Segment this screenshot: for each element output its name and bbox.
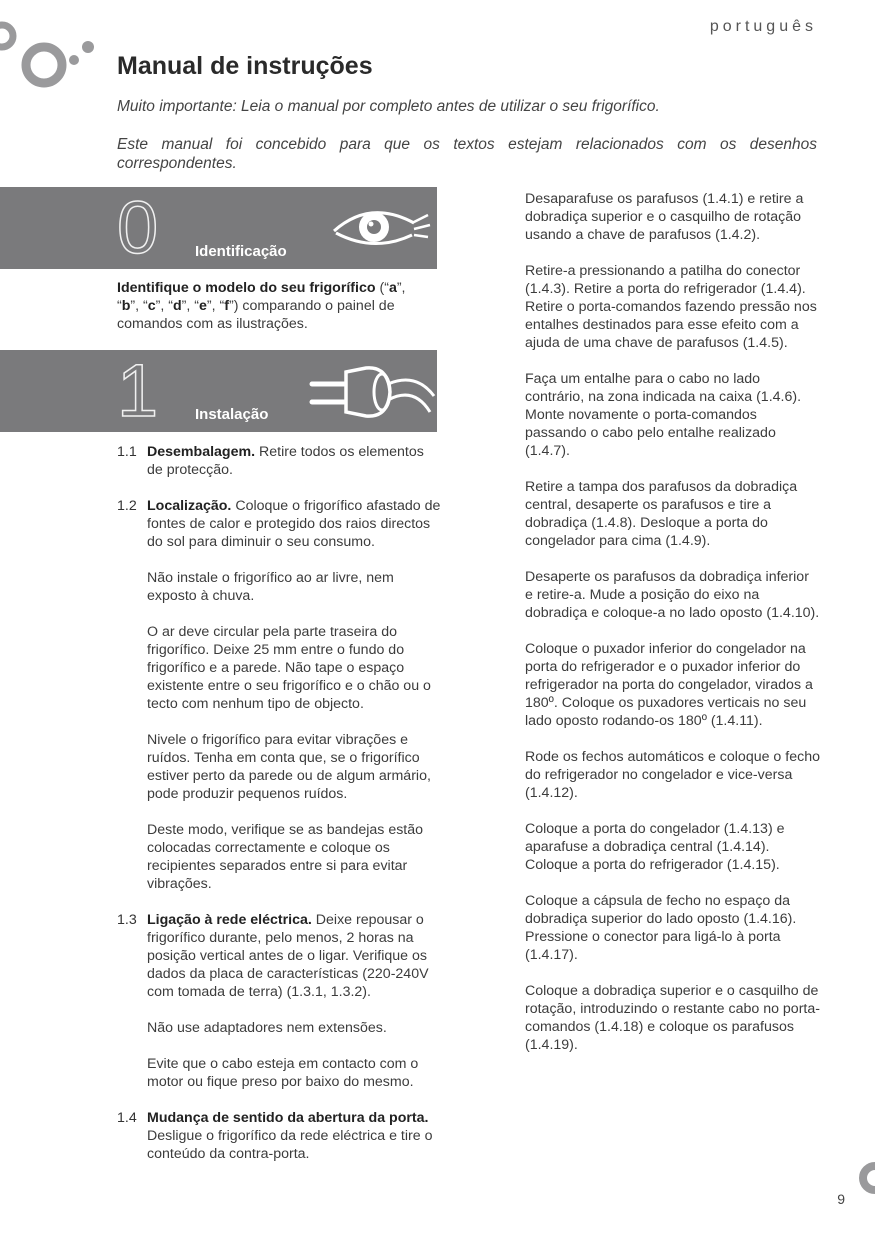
plug-icon	[308, 362, 436, 424]
step-paragraph: Coloque a dobradiça superior e o casquilho de rotação, introduzindo o restante cabo no porta-comandos (1.4.18) e coloque os parafusos (1.4.19).	[525, 983, 820, 1053]
door-reversal-steps	[525, 190, 820, 1072]
section-1-number: 1	[117, 349, 159, 432]
item-number: 1.3	[117, 912, 137, 928]
section-0-label: Identificação	[195, 243, 287, 260]
item-heading: Mudança de sentido da abertura da porta.	[147, 1110, 429, 1126]
model-d: d	[172, 298, 182, 314]
item-number: 1.2	[117, 498, 137, 514]
list-paragraph: Nivele o frigorífico para evitar vibrações e ruídos. Tenha em conta que, se o frigorífico estiver perto da parede ou de algum armário, pode produzir pequenos ruídos.	[147, 732, 431, 802]
list-item	[117, 1109, 442, 1163]
installation-list	[117, 443, 442, 1181]
section-1-label: Instalação	[195, 406, 269, 423]
model-f: f	[224, 298, 229, 314]
list-item	[117, 911, 442, 1091]
section-1-banner	[0, 350, 437, 432]
eye-icon	[330, 201, 432, 259]
step-paragraph: Coloque a porta do congelador (1.4.13) e aparafuse a dobradiça central (1.4.14). Coloque a porta do refrigerador (1.4.15).	[525, 821, 785, 873]
model-sep-2: ”, “	[130, 298, 148, 314]
item-heading: Ligação à rede eléctrica.	[147, 912, 312, 928]
list-paragraph: Não instale o frigorífico ao ar livre, nem exposto à chuva.	[147, 570, 394, 604]
item-heading: Desembalagem.	[147, 444, 256, 460]
model-c: c	[147, 298, 156, 314]
list-item	[117, 497, 442, 893]
model-e: e	[199, 298, 207, 314]
step-paragraph: Faça um entalhe para o cabo no lado contrário, na zona indicada na caixa (1.4.6). Monte novamente o porta-comandos passando o cabo pelo entalhe realizado (1.4.7).	[525, 371, 802, 459]
page-title: Manual de instruções	[117, 52, 373, 80]
paragraph-text: Deixe repousar o frigorífico durante, pelo menos, 2 horas na posição vertical antes de o ligar. Verifique os dados da placa de características (220-240V com tomada de terra) (1.3.1, 1.3.2).	[147, 912, 429, 1000]
step-paragraph: Desaparafuse os parafusos (1.4.1) e retire a dobradiça superior e o casquilho de rotação usando a chave de parafusos (1.4.2).	[525, 191, 804, 243]
step-paragraph: Rode os fechos automáticos e coloque o fecho do refrigerador no congelador e vice-versa (1.4.12).	[525, 749, 820, 801]
model-b: b	[121, 298, 131, 314]
model-sep-3: ”, “	[155, 298, 173, 314]
step-paragraph: Retire-a pressionando a patilha do conector (1.4.3). Retire a porta do refrigerador (1.4.4). Retire o porta-comandos fazendo pressão nos entalhes destinados para esse efeito com a ajuda de uma chave de parafusos (1.4.5).	[525, 263, 817, 351]
step-paragraph: Desaperte os parafusos da dobradiça inferior e retire-a. Mude a posição do eixo na dobradiça e coloque-a no lado oposto (1.4.10).	[525, 569, 820, 621]
list-item	[117, 443, 442, 479]
list-paragraph	[147, 1109, 442, 1163]
identification-bold: Identifique o modelo do seu frigorífico	[117, 280, 376, 296]
identification-text	[117, 279, 422, 333]
list-paragraph: Não use adaptadores nem extensões.	[147, 1020, 387, 1036]
list-paragraph: O ar deve circular pela parte traseira do frigorífico. Deixe 25 mm entre o fundo do frigorífico e a parede. Não tape o espaço existente entre o seu frigorífico e o chão ou o tecto com nenhum tipo de objecto.	[147, 624, 431, 712]
paragraph-text: Retire todos os elementos de protecção.	[147, 444, 424, 478]
page-number: 9	[837, 1191, 845, 1207]
model-sep-4: ”, “	[181, 298, 199, 314]
model-sep-5: ”, “	[206, 298, 225, 314]
language-label: português	[709, 18, 817, 35]
paragraph-text: Desligue o frigorífico da rede eléctrica e tire o conteúdo da contra-porta.	[147, 1128, 433, 1162]
item-heading: Localização.	[147, 498, 232, 514]
section-0-number: 0	[117, 186, 159, 269]
intro-manual-note: Este manual foi concebido para que os textos estejam relacionados com os desenhos correspondentes.	[117, 136, 817, 172]
intro-important: Muito importante: Leia o manual por completo antes de utilizar o seu frigorífico.	[117, 98, 660, 115]
model-a: a	[388, 280, 397, 296]
item-number: 1.1	[117, 444, 137, 460]
identification-open: (“	[375, 280, 389, 296]
paragraph-text: Coloque o frigorífico afastado de fontes de calor e protegido dos raios directos do sol para diminuir o seu consumo.	[147, 498, 441, 550]
step-paragraph: Retire a tampa dos parafusos da dobradiça central, desaperte os parafusos e tire a dobradiça (1.4.8). Desloque a porta do congelador para cima (1.4.9).	[525, 479, 798, 549]
model-sep-1: ”, “	[117, 280, 406, 314]
list-paragraph	[147, 497, 442, 551]
corner-circle-icon	[845, 1160, 875, 1196]
list-paragraph	[147, 443, 442, 479]
list-paragraph: Deste modo, verifique se as bandejas estão colocadas correctamente e coloque os recipientes separados entre si para evitar vibrações.	[147, 822, 424, 892]
list-paragraph: Evite que o cabo esteja em contacto com o motor ou fique preso por baixo do mesmo.	[147, 1056, 419, 1090]
step-paragraph: Coloque o puxador inferior do congelador na porta do refrigerador e o puxador inferior do refrigerador na porta do congelador, virados a 180º. Coloque os puxadores verticais no seu lado oposto rodando-os 180º (1.4.11).	[525, 641, 813, 729]
brand-circles-icon	[0, 18, 100, 98]
item-number: 1.4	[117, 1110, 137, 1126]
list-paragraph	[147, 911, 442, 1001]
section-0-banner	[0, 187, 437, 269]
identification-close: ”) comparando o painel de comandos com as ilustrações.	[117, 298, 395, 332]
step-paragraph: Coloque a cápsula de fecho no espaço da dobradiça superior do lado oposto (1.4.16). Pressione o conector para ligá-lo à porta (1.4.17).	[525, 893, 797, 963]
